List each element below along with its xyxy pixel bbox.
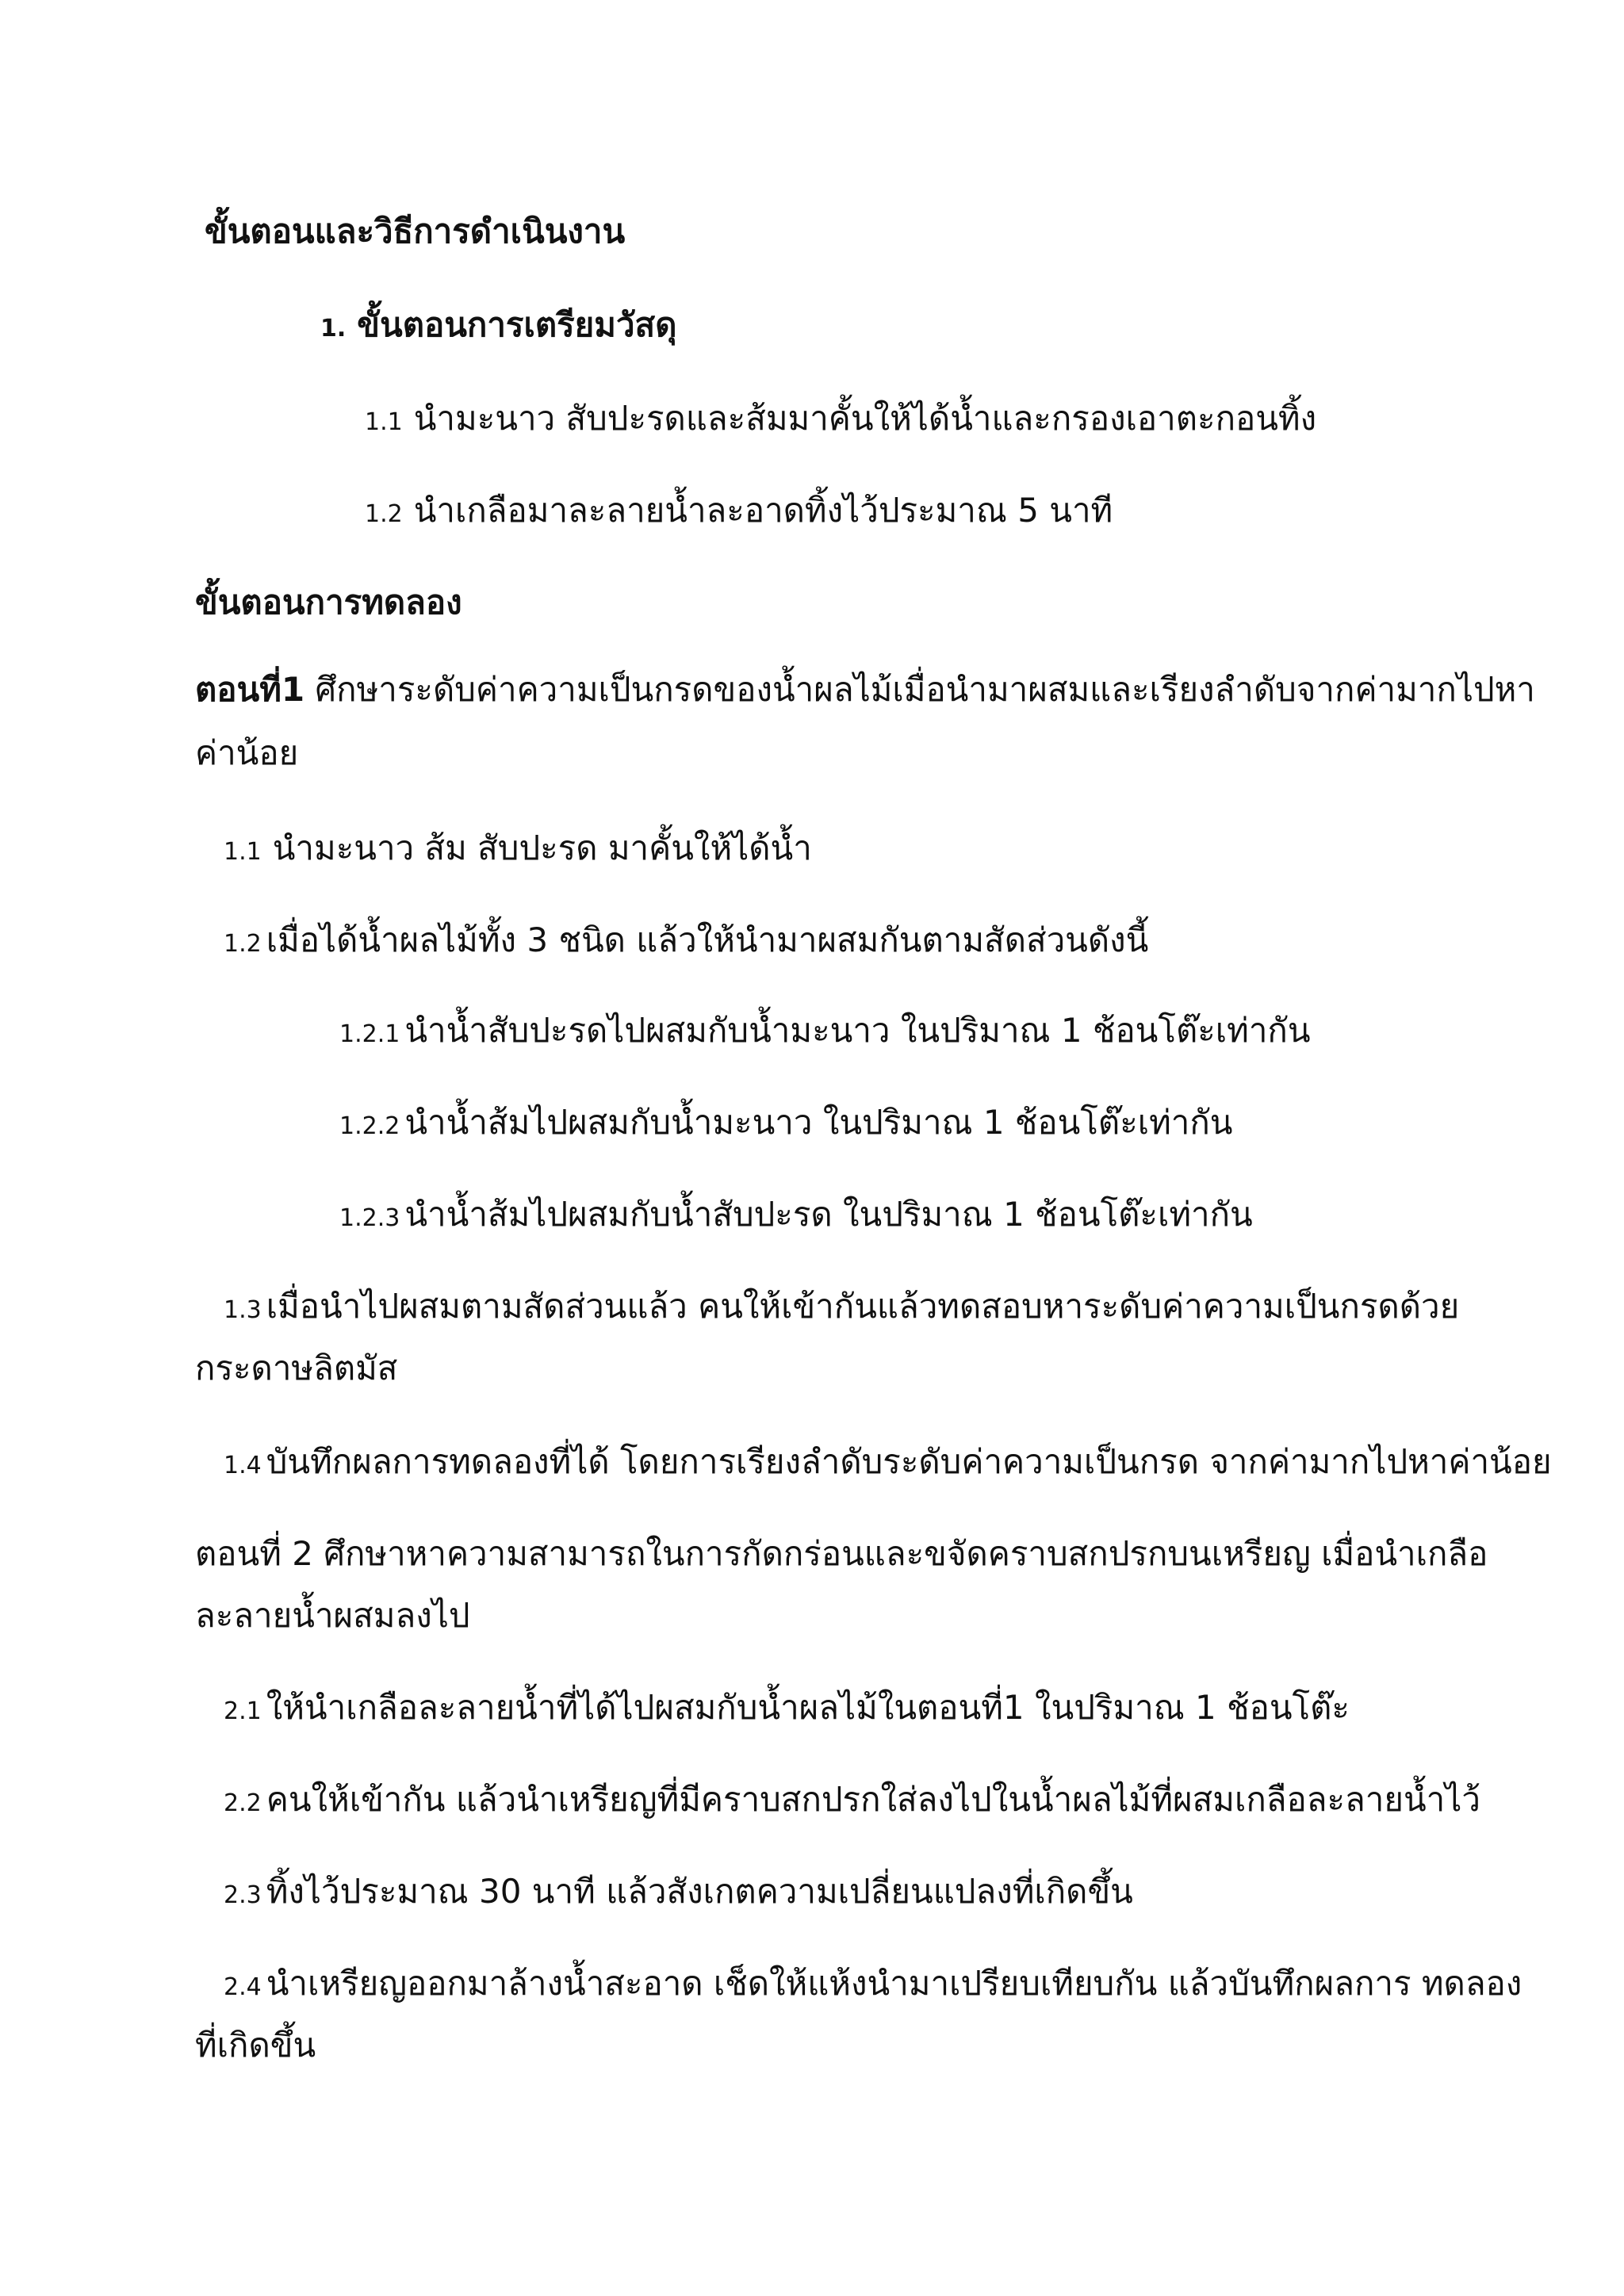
main-heading: ขั้นตอนและวิธีการดำเนินงาน <box>205 212 626 251</box>
step-2-3 <box>224 1868 1133 1919</box>
step-text: นำน้ำสับปะรดไปผสมกับน้ำมะนาว ในปริมาณ 1 ช้อนโต๊ะเท่ากัน <box>404 1011 1311 1050</box>
step-number: 1.2 <box>224 930 262 958</box>
part1-desc: ศึกษาระดับค่าความเป็นกรดของน้ำผลไม้เมื่อนำมาผสมและเรียงลำดับจากค่ามากไปหา <box>304 670 1535 709</box>
step-number: 1.2.3 <box>339 1204 400 1232</box>
step-2-2 <box>224 1776 1480 1827</box>
prep-item-1-2 <box>365 487 1113 538</box>
part1-description-line2: ค่าน้อย <box>195 733 299 772</box>
item-text: นำเกลือมาละลายน้ำละอาดทิ้งไว้ประมาณ 5 นาที <box>413 491 1113 530</box>
step-1-3-line1 <box>224 1283 1459 1334</box>
part2-description-line2: ละลายน้ำผสมลงไป <box>195 1596 470 1635</box>
part1-description-line1 <box>195 666 1535 714</box>
prep-heading <box>320 301 676 353</box>
prep-item-1-1 <box>365 395 1316 446</box>
step-text: เมื่อได้น้ำผลไม้ทั้ง 3 ชนิด แล้วให้นำมาผสมกันตามสัดส่วนดังนี้ <box>266 920 1149 959</box>
step-number: 2.2 <box>224 1789 262 1817</box>
step-1-4 <box>224 1438 1552 1490</box>
step-number: 2.4 <box>224 1973 262 2001</box>
step-number: 1.1 <box>224 838 262 866</box>
step-text: คนให้เข้ากัน แล้วนำเหรียญที่มีคราบสกปรกใส่ลงไปในน้ำผลไม้ที่ผสมเกลือละลายน้ำไว้ <box>266 1780 1480 1819</box>
step-text: นำมะนาว ส้ม สับปะรด มาคั้นให้ได้น้ำ <box>272 828 812 867</box>
step-text: นำเหรียญออกมาล้างน้ำสะอาด เช็ดให้แห้งนำมาเปรียบเทียบกัน แล้วบันทึกผลการ ทดลอง <box>266 1964 1522 2003</box>
sub-step-1-2-1 <box>339 1007 1311 1058</box>
step-text: นำน้ำส้มไปผสมกับน้ำสับปะรด ในปริมาณ 1 ช้อนโต๊ะเท่ากัน <box>404 1195 1253 1234</box>
step-number: 2.3 <box>224 1881 262 1909</box>
step-text: ทิ้งไว้ประมาณ 30 นาที แล้วสังเกตความเปลี่ยนแปลงที่เกิดขึ้น <box>266 1872 1133 1911</box>
step-text: บันทึกผลการทดลองที่ได้ โดยการเรียงลำดับระดับค่าความเป็นกรด จากค่ามากไปหาค่าน้อย <box>266 1442 1552 1481</box>
part1-label: ตอนที่1 <box>195 670 305 709</box>
step-number: 1.3 <box>224 1296 262 1324</box>
step-number: 2.1 <box>224 1697 262 1725</box>
experiment-heading: ขั้นตอนการทดลอง <box>195 583 462 622</box>
part2-description-line1: ตอนที่ 2 ศึกษาหาความสามารถในการกัดกร่อนและขจัดคราบสกปรกบนเหรียญ เมื่อนำเกลือ <box>195 1534 1488 1573</box>
prep-title: ขั้นตอนการเตรียมวัสดุ <box>357 305 677 344</box>
step-1-2 <box>224 916 1148 968</box>
step-text: เมื่อนำไปผสมตามสัดส่วนแล้ว คนให้เข้ากันแล้วทดสอบหาระดับค่าความเป็นกรดด้วย <box>266 1287 1460 1326</box>
item-number: 1.1 <box>365 408 403 436</box>
step-2-4-line1 <box>224 1960 1522 2011</box>
step-2-1 <box>224 1684 1350 1735</box>
sub-step-1-2-2 <box>339 1099 1233 1150</box>
step-text: นำน้ำส้มไปผสมกับน้ำมะนาว ในปริมาณ 1 ช้อนโต๊ะเท่ากัน <box>404 1103 1233 1142</box>
step-number: 1.4 <box>224 1452 262 1479</box>
item-text: นำมะนาว สับปะรดและส้มมาคั้นให้ได้น้ำและกรองเอาตะกอนทิ้ง <box>413 399 1317 438</box>
sub-step-1-2-3 <box>339 1191 1253 1242</box>
step-2-4-line2: ที่เกิดขึ้น <box>195 2026 316 2064</box>
item-number: 1.2 <box>365 500 403 528</box>
step-number: 1.2.2 <box>339 1112 400 1140</box>
prep-number: 1. <box>320 315 347 342</box>
step-text: ให้นำเกลือละลายน้ำที่ได้ไปผสมกับน้ำผลไม้ในตอนที่1 ในปริมาณ 1 ช้อนโต๊ะ <box>266 1688 1350 1727</box>
step-1-1 <box>224 825 812 876</box>
step-number: 1.2.1 <box>339 1020 400 1048</box>
step-1-3-line2: กระดาษลิตมัส <box>195 1349 398 1387</box>
